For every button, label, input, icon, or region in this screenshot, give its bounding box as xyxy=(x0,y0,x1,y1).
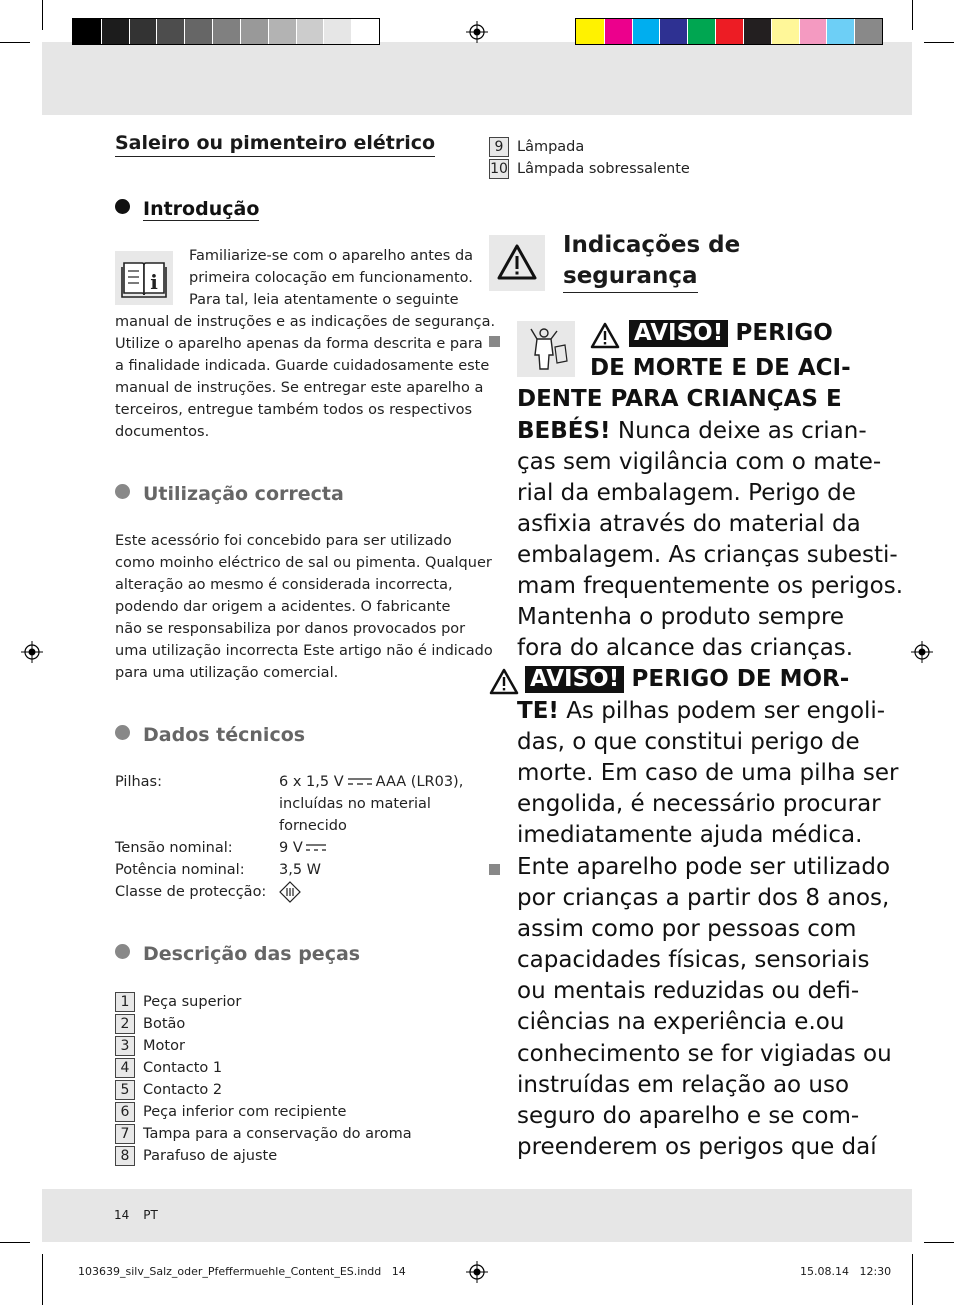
tech-value: incluídas no material xyxy=(279,796,431,812)
section-heading-seguranca: Indicações de segurança xyxy=(563,230,740,293)
intro-line: terceiros, entregue também todos os respectivos xyxy=(115,402,473,418)
colour-swatch xyxy=(240,19,268,44)
tech-label: Classe de protecção: xyxy=(115,884,267,900)
colour-bar xyxy=(575,18,883,45)
warning-small-icon xyxy=(590,322,620,349)
tech-value: 9 V xyxy=(279,837,327,859)
safety-line: engolida, é necessário procurar xyxy=(517,791,881,817)
info-book-icon xyxy=(115,251,173,305)
safety-line: assim como por pessoas com xyxy=(517,916,857,942)
colour-swatch xyxy=(268,19,296,44)
bullet-icon xyxy=(115,944,130,959)
registration-mark-icon xyxy=(466,21,488,43)
colour-swatch xyxy=(296,19,324,44)
safety-line: das, o que constitui perigo de xyxy=(517,729,860,755)
colour-swatch xyxy=(184,19,212,44)
safety-line: instruídas em relação ao uso xyxy=(517,1072,850,1098)
use-line: não se responsabiliza por danos provocados por xyxy=(115,621,466,637)
warning-text: DENTE PARA CRIANÇAS E xyxy=(517,386,842,412)
colour-swatch xyxy=(799,19,827,44)
safety-line: asfixia através do material da xyxy=(517,511,861,537)
part-item: 7 Tampa para a conservação do aroma xyxy=(115,1123,412,1145)
colour-swatch xyxy=(156,19,184,44)
part-item: 5 Contacto 2 xyxy=(115,1079,222,1101)
safety-line: rial da embalagem. Perigo de xyxy=(517,480,856,506)
intro-line: primeira colocação em funcionamento. xyxy=(189,270,473,286)
section-heading-introducao: Introdução xyxy=(115,198,259,220)
bullet-icon xyxy=(115,725,130,740)
warning-text: TE! As pilhas podem ser engoli- xyxy=(517,698,886,724)
safety-line: capacidades físicas, sensoriais xyxy=(517,947,870,973)
safety-line: ciências na experiência e.ou xyxy=(517,1009,845,1035)
child-warning-icon xyxy=(517,321,575,377)
colour-swatch xyxy=(604,19,632,44)
colour-swatch xyxy=(129,19,157,44)
colour-swatch xyxy=(351,19,379,44)
header-band xyxy=(42,42,912,115)
warning-text: AVISO! PERIGO DE MOR- xyxy=(525,664,849,695)
intro-line: Utilize o aparelho apenas da forma descrita e para xyxy=(115,336,483,352)
crop-mark xyxy=(912,0,913,30)
warning-text: DE MORTE E DE ACI- xyxy=(590,355,851,381)
intro-line: Familiarize-se com o aparelho antes da xyxy=(189,248,474,264)
colour-swatch xyxy=(212,19,240,44)
print-date: 15.08.14 12:30 xyxy=(800,1265,892,1278)
colour-swatch xyxy=(687,19,715,44)
intro-line: a finalidade indicada. Guarde cuidadosamente este xyxy=(115,358,490,374)
warning-text: BEBÉS! Nunca deixe as crian- xyxy=(517,418,867,444)
warning-triangle-icon xyxy=(489,235,545,291)
use-line: podendo dar origem a acidentes. O fabricante xyxy=(115,599,451,615)
crop-mark xyxy=(0,1242,30,1243)
colour-swatch xyxy=(101,19,129,44)
bullet-icon xyxy=(115,199,130,214)
use-line: uma utilização incorrecta Este artigo não é indicado xyxy=(115,643,493,659)
safety-line: embalagem. As crianças subesti- xyxy=(517,542,898,568)
crop-mark xyxy=(42,1254,43,1305)
safety-line: seguro do aparelho e se com- xyxy=(517,1103,860,1129)
safety-line: morte. Em caso de uma pilha ser xyxy=(517,760,899,786)
section-heading-dados-tecnicos: Dados técnicos xyxy=(115,724,305,746)
safety-line: ou mentais reduzidas ou defi- xyxy=(517,978,860,1004)
language-code: PT xyxy=(143,1208,158,1222)
tech-value: 3,5 W xyxy=(279,862,322,878)
dc-symbol-icon xyxy=(305,842,327,852)
colour-swatch xyxy=(715,19,743,44)
intro-line: manual de instruções e as indicações de segurança. xyxy=(115,314,496,330)
warning-text: AVISO! PERIGO xyxy=(629,318,833,349)
intro-line: manual de instruções. Se entregar este aparelho a xyxy=(115,380,484,396)
section-heading-utilizacao: Utilização correcta xyxy=(115,483,344,505)
file-slug: 103639_silv_Salz_oder_Pfeffermuehle_Content_ES.indd 14 xyxy=(78,1265,406,1278)
safety-line: ças sem vigilância com o mate- xyxy=(517,449,882,475)
crop-mark xyxy=(924,42,954,43)
footer-band xyxy=(42,1189,912,1242)
crop-mark xyxy=(42,0,43,30)
part-item: 3 Motor xyxy=(115,1035,185,1057)
safety-line: Mantenha o produto sempre xyxy=(517,604,845,630)
part-item: 2 Botão xyxy=(115,1013,185,1035)
safety-line: imediatamente ajuda médica. xyxy=(517,822,863,848)
colour-swatch xyxy=(576,19,604,44)
intro-line: documentos. xyxy=(115,424,210,440)
protection-class-iii-icon xyxy=(279,881,301,903)
svg-text:i: i xyxy=(150,270,158,294)
part-item: 9 Lâmpada xyxy=(489,136,584,158)
safety-line: Ente aparelho pode ser utilizado xyxy=(517,854,891,880)
warning-small-icon xyxy=(489,668,519,695)
tech-label: Tensão nominal: xyxy=(115,840,233,856)
grey-colour-bar xyxy=(72,18,380,45)
crop-mark xyxy=(924,1242,954,1243)
colour-swatch xyxy=(323,19,351,44)
crop-mark xyxy=(0,42,30,43)
tech-label: Pilhas: xyxy=(115,774,162,790)
tech-label: Potência nominal: xyxy=(115,862,245,878)
bullet-icon xyxy=(115,484,130,499)
colour-swatch xyxy=(743,19,771,44)
registration-mark-icon xyxy=(911,641,933,663)
safety-line: preenderem os perigos que daí xyxy=(517,1134,877,1160)
part-item: 6 Peça inferior com recipiente xyxy=(115,1101,346,1123)
use-line: para uma utilização comercial. xyxy=(115,665,339,681)
part-item: 8 Parafuso de ajuste xyxy=(115,1145,277,1167)
page-number: 14 PT xyxy=(114,1208,158,1222)
part-item: 1 Peça superior xyxy=(115,991,241,1013)
safety-line: por crianças a partir dos 8 anos, xyxy=(517,885,890,911)
bullet-square-icon xyxy=(489,864,500,875)
safety-line: conhecimento se for vigiadas ou xyxy=(517,1041,892,1067)
safety-line: mam frequentemente os perigos. xyxy=(517,573,904,599)
registration-mark-icon xyxy=(21,641,43,663)
section-heading-descricao: Descrição das peças xyxy=(115,943,360,965)
colour-swatch xyxy=(73,19,101,44)
colour-swatch xyxy=(854,19,882,44)
part-item: 4 Contacto 1 xyxy=(115,1057,222,1079)
dc-symbol-icon xyxy=(347,776,373,786)
colour-swatch xyxy=(659,19,687,44)
colour-swatch xyxy=(771,19,799,44)
intro-line: Para tal, leia atentamente o seguinte xyxy=(189,292,459,308)
colour-swatch xyxy=(826,19,854,44)
tech-value: fornecido xyxy=(279,818,347,834)
safety-line: fora do alcance das crianças. xyxy=(517,635,854,661)
crop-mark xyxy=(912,1254,913,1305)
colour-swatch xyxy=(632,19,660,44)
use-line: Este acessório foi concebido para ser utilizado xyxy=(115,533,452,549)
bullet-square-icon xyxy=(489,336,500,347)
registration-mark-icon xyxy=(466,1261,488,1283)
use-line: como moinho eléctrico de sal ou pimenta. Qualquer xyxy=(115,555,492,571)
use-line: alteração ao mesmo é considerada incorrecta, xyxy=(115,577,453,593)
part-item: 10 Lâmpada sobressalente xyxy=(490,161,690,177)
tech-value: 6 x 1,5 V AAA (LR03), xyxy=(279,774,464,790)
page-title: Saleiro ou pimenteiro elétrico xyxy=(115,132,435,157)
